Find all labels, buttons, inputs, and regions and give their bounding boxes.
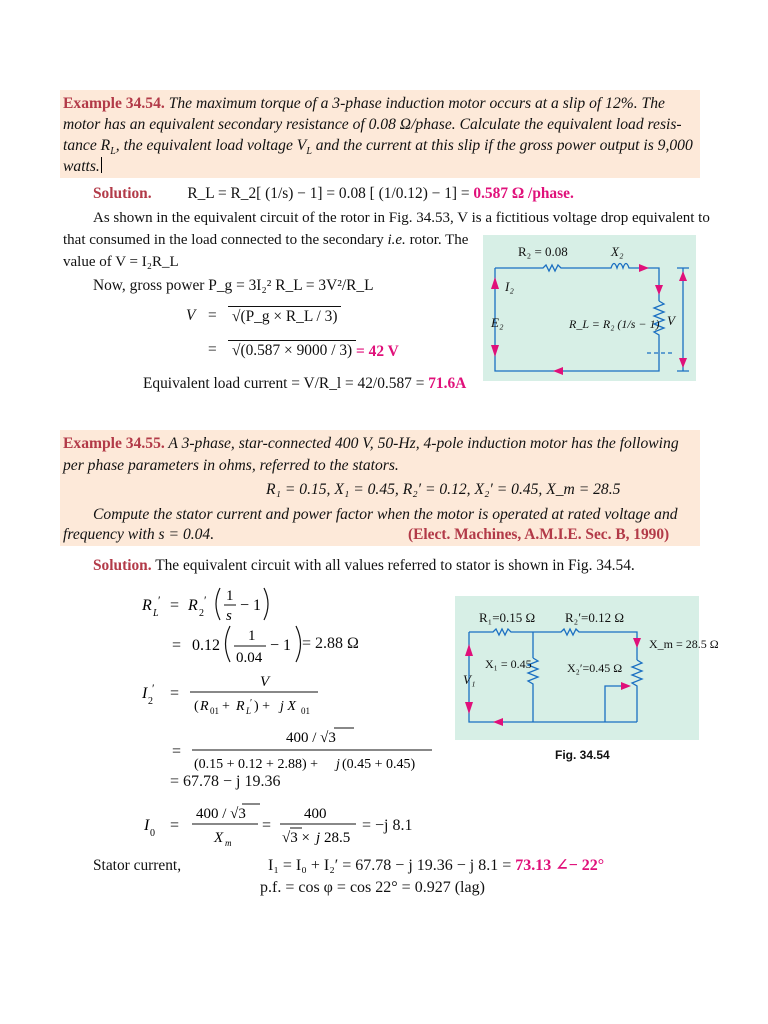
fig1-r2-label: R₂ = 0.08 — [518, 244, 568, 259]
svg-text:′: ′ — [158, 593, 161, 607]
stator-current-line — [268, 856, 604, 876]
fig2-x2-label: X₂′=0.45 Ω — [567, 661, 623, 675]
solution-1-para2a: that consumed in the load connected to the secondary — [63, 232, 388, 248]
svg-text:I: I — [142, 685, 148, 702]
solution-1-para1: As shown in the equivalent circuit of the rotor in Fig. 34.53, V is a fictitious voltage drop equivalent to — [93, 210, 710, 226]
fig2-v1-label: V₁ — [463, 672, 476, 687]
svg-text:0.12: 0.12 — [192, 637, 220, 654]
solution-1-para2b: rotor. The — [405, 232, 469, 248]
i2-prime-substitution — [170, 722, 440, 774]
rl-prime-result: = 2.88 Ω — [302, 635, 359, 652]
svg-text:m: m — [225, 838, 232, 848]
svg-text:28.5: 28.5 — [324, 830, 351, 846]
solution-1-equation: R_L = R_2[ (1/s) − 1] = 0.08 [ (1/0.12) − 1] = — [187, 185, 474, 202]
svg-text:(0.15 + 0.12 + 2.88) +: (0.15 + 0.12 + 2.88) + — [194, 757, 319, 772]
svg-text:′: ′ — [152, 681, 155, 695]
v-label: V — [186, 307, 196, 324]
example-34-55-source: (Elect. Machines, A.M.I.E. Sec. B, 1990) — [408, 526, 670, 543]
svg-text:(0.45 + 0.45): (0.45 + 0.45) — [342, 757, 416, 772]
fig-34-53-svg — [483, 235, 696, 381]
solution-2-label: Solution. — [93, 557, 152, 574]
svg-text:400 / √3: 400 / √3 — [286, 730, 336, 746]
i0-equation — [140, 800, 400, 852]
stator-current-label: Stator current, — [93, 857, 182, 874]
power-factor-line: p.f. = cos φ = cos 22° = 0.927 (lag) — [260, 879, 485, 896]
svg-text:=: = — [170, 597, 180, 614]
v-expression-1: √(P_g × R_L / 3) — [228, 306, 341, 327]
svg-text:√3 ×: √3 × — [282, 830, 310, 846]
svg-text:V: V — [260, 674, 270, 690]
example-34-54-text3a: tance R — [63, 137, 111, 154]
svg-text:L: L — [153, 608, 159, 619]
example-34-54-text3c: and the current at this slip if the gross power output is 9,000 — [311, 137, 693, 154]
svg-text:j: j — [336, 757, 340, 772]
fig2-xm-label: X_m = 28.5 Ω — [649, 637, 719, 651]
svg-text:R: R — [188, 597, 198, 614]
fig1-rl-label: R_L = R₂ (1/s − 1) — [569, 317, 660, 331]
svg-text:400 / √3: 400 / √3 — [196, 806, 246, 822]
svg-text:R: R — [142, 597, 152, 614]
v-result: = 42 V — [356, 343, 399, 360]
svg-text:I: I — [144, 817, 150, 834]
fig-34-54-svg — [455, 596, 719, 740]
svg-text:=: = — [172, 743, 182, 760]
load-current-result: 71.6A — [428, 375, 467, 392]
solution-1-para3: value of V = I₂R_L — [63, 254, 179, 270]
fig1-v-label: V — [667, 313, 675, 328]
i2-prime-result: = 67.78 − j 19.36 — [170, 773, 281, 790]
svg-text:j: j — [316, 830, 321, 846]
svg-text:s: s — [226, 608, 232, 624]
svg-text:X: X — [214, 830, 224, 846]
solution-1-line — [93, 184, 574, 204]
example-34-54-text3b: , the equivalent load voltage V — [115, 137, 307, 154]
example-34-55-params: R₁ = 0.15, X₁ = 0.45, R₂′ = 0.12, X₂′ = 0.45, X_m = 28.5 — [266, 481, 621, 498]
i0-result: = −j 8.1 — [362, 817, 413, 834]
v-expression-2: √(0.587 × 9000 / 3) — [228, 340, 356, 361]
solution-1-para2-ie: i.e. — [387, 232, 406, 248]
rl-prime-substitution — [170, 620, 310, 668]
svg-text:2: 2 — [199, 608, 204, 619]
example-34-54-heading: Example 34.54. — [63, 95, 165, 112]
svg-text:=: = — [170, 685, 180, 702]
stator-current-equation: I₁ = I₀ + I₂′ = 67.78 − j 19.36 − j 8.1 = — [268, 857, 516, 874]
svg-text:L: L — [246, 706, 252, 716]
stator-current-result: 73.13 ∠− 22° — [515, 857, 605, 874]
example-34-54-line3 — [63, 136, 693, 162]
solution-2-text: The equivalent circuit with all values referred to stator is shown in Fig. 34.54. — [155, 557, 635, 574]
svg-text:=: = — [172, 637, 182, 654]
svg-text:′: ′ — [204, 593, 207, 607]
svg-text:2: 2 — [148, 696, 153, 707]
svg-text:(: ( — [194, 699, 199, 714]
fig1-i2-label: I₂ — [505, 279, 514, 294]
fig-34-54-circuit — [455, 596, 719, 740]
gross-power-equation: Now, gross power P_g = 3I₂² R_L = 3V²/R_L — [93, 277, 374, 294]
svg-text:R: R — [236, 699, 245, 714]
v-equals-1: = — [208, 307, 217, 324]
example-34-55-line2: per phase parameters in ohms, referred to the stators. — [63, 457, 399, 474]
example-34-55-line1 — [63, 434, 679, 454]
svg-text:− 1: − 1 — [270, 637, 292, 654]
example-34-54-sub-l1: L — [110, 146, 116, 158]
svg-text:01: 01 — [301, 706, 310, 716]
example-34-55-line4: Compute the stator current and power factor when the motor is operated at rated voltage and — [93, 506, 678, 523]
svg-text:1: 1 — [248, 628, 256, 644]
example-34-55-line5: frequency with s = 0.04. — [63, 526, 215, 543]
svg-text:0: 0 — [150, 828, 155, 839]
svg-text:1: 1 — [226, 588, 234, 604]
load-current-label: Equivalent load current = V/R_l = 42/0.587 = — [143, 375, 429, 392]
example-34-55-text1: A 3-phase, star-connected 400 V, 50-Hz, 4-pole induction motor has the following — [168, 435, 679, 452]
text-cursor — [101, 157, 102, 173]
example-34-54-sub-l2: L — [306, 146, 312, 158]
fig1-x2-label: X₂ — [611, 244, 624, 259]
fig1-e2-label: E₂ — [491, 315, 504, 330]
solution-2-line — [93, 556, 635, 576]
example-34-54-text4: watts. — [63, 158, 100, 175]
svg-text:′: ′ — [250, 698, 253, 709]
solution-1-label: Solution. — [93, 185, 152, 202]
load-current-line — [143, 374, 466, 394]
svg-text:=: = — [170, 817, 180, 834]
svg-text:+: + — [222, 699, 230, 714]
svg-text:=: = — [262, 817, 272, 834]
example-34-54-text1: The maximum torque of a 3-phase induction motor occurs at a slip of 12%. The — [168, 95, 665, 112]
svg-text:0.04: 0.04 — [236, 650, 263, 666]
fig2-r1-label: R₁=0.15 Ω — [479, 610, 536, 625]
fig2-r2-label: R₂′=0.12 Ω — [565, 610, 625, 625]
fig-34-54-caption: Fig. 34.54 — [555, 748, 610, 762]
fig2-x1-label: X₁ = 0.45 — [485, 657, 532, 671]
fig-34-53-circuit — [483, 235, 696, 381]
example-34-54-line2: motor has an equivalent secondary resistance of 0.08 Ω/phase. Calculate the equivalent load resis- — [63, 116, 682, 133]
example-34-55-heading: Example 34.55. — [63, 435, 165, 452]
v-equals-2: = — [208, 341, 217, 358]
svg-text:− 1: − 1 — [240, 597, 262, 614]
svg-text:400: 400 — [304, 806, 327, 822]
svg-text:) +: ) + — [254, 699, 271, 714]
solution-1-para2 — [63, 230, 468, 250]
example-34-54-line1 — [63, 94, 665, 114]
svg-text:01: 01 — [210, 706, 219, 716]
svg-text:R: R — [200, 699, 209, 714]
svg-text:j X: j X — [280, 699, 296, 714]
example-34-54-line4 — [63, 157, 102, 177]
solution-1-result: 0.587 Ω /phase. — [473, 185, 574, 202]
i2-prime-equation — [140, 668, 340, 716]
